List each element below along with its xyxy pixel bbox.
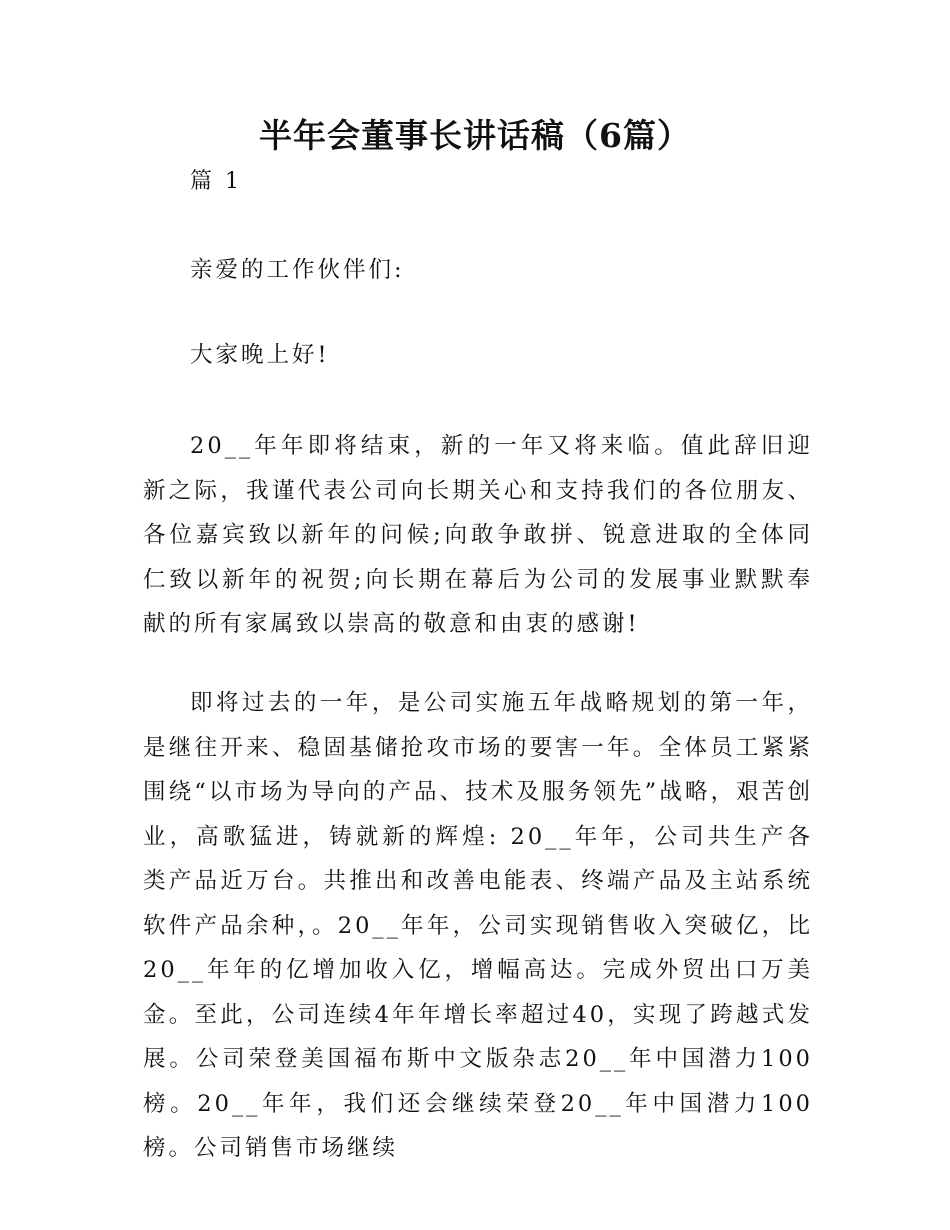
document-title: 半年会董事长讲话稿（6篇） (259, 116, 691, 155)
section-label: 篇 1 (190, 169, 242, 194)
paragraph-annual-review: 即将过去的一年，是公司实施五年战略规划的第一年，是继往开来、稳固基储抢攻市场的要害一年。全体员工紧紧围绕“以市场为导向的产品、技术及服务领先”战略，艰苦创业，高歌猛进，铸就新的辉煌: 20__年年，公司共生产各类产品近万台。共推出和改善电能表、终端产品及主站系统软件产品余种，。20__年年，公司实现销售收入突破亿，比20__年年的亿增加收入亿，增幅高达。完成外贸出口万美金。至此，公司连续4年年增长率超过40，实现了跨越式发展。公司荣登美国福布斯中文版杂志20__年中国潜力100榜。20__年年，我们还会继续荣登20__年中国潜力100榜。公司销售市场继续 (143, 690, 813, 1161)
paragraph-salutation: 亲爱的工作伙伴们: (190, 257, 405, 283)
paragraph-greeting: 大家晚上好! (190, 342, 330, 368)
paragraph-new-year-wishes: 20__年年即将结束，新的一年又将来临。值此辞旧迎新之际，我谨代表公司向长期关心和支持我们的各位朋友、各位嘉宾致以新年的问候;向敢争敢拼、锐意进取的全体同仁致以新年的祝贺;向长期在幕后为公司的发展事业默默奉献的所有家属致以崇高的敬意和由衷的感谢! (143, 433, 813, 637)
